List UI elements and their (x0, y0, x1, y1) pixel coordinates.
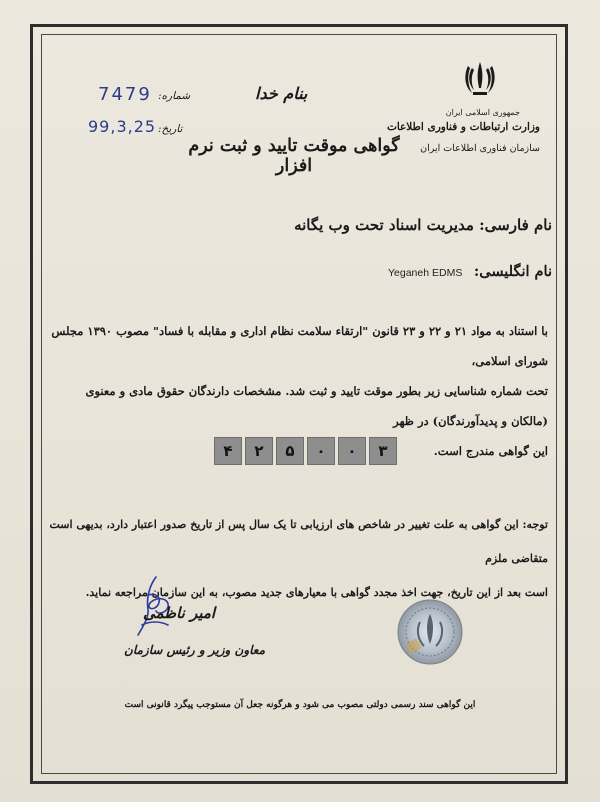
date-label: تاریخ: (158, 123, 183, 135)
english-name-value: Yeganeh EDMS (388, 267, 463, 279)
registration-code (214, 437, 397, 465)
note-line-2: است بعد از این تاریخ، جهت اخذ مجدد گواهی با معیارهای جدید مصوب، به این سازمان مراجعه نماید. (85, 586, 548, 599)
persian-name-line: نام فارسی: مدیریت اسناد تحت وب یگانه (294, 216, 552, 234)
code-digit: ۵ (276, 437, 304, 465)
body-line-1: با استناد به مواد ۲۱ و ۲۲ و ۲۳ قانون "ارتقاء سلامت نظام اداری و مقابله با فساد" مصوب ۱۳۹۰ مجلس شورای اسلامی، (51, 324, 548, 368)
certificate-title: گواهی موقت تایید و ثبت نرم افزار (188, 136, 400, 176)
date-value: 99,3,25 (88, 117, 157, 136)
footer-legal-note: این گواهی سند رسمی دولتی مصوب می شود و هرگونه جعل آن مستوجب پیگرد قانونی است (124, 700, 476, 710)
validity-note (38, 508, 548, 610)
english-name-label: نام انگلیسی: (473, 263, 552, 280)
body-line-2: تحت شماره شناسایی زیر بطور موقت تایید و ثبت شد. مشخصات دارندگان حقوق مادی و معنوی (مالکان و پدیدآورندگان) در ظهر (85, 384, 548, 428)
org-agency-name: سازمان فناوری اطلاعات ایران (420, 143, 540, 154)
hologram-seal-icon (396, 598, 464, 666)
signatory-name: امیر ناظمی (143, 604, 216, 622)
signatory-title: معاون وزیر و رئیس سازمان (124, 643, 265, 657)
bename-heading: بنام خدا (255, 84, 308, 103)
code-digit: ۳ (369, 437, 397, 465)
number-label: شماره: (158, 90, 191, 102)
note-line-1: توجه: این گواهی به علت تغییر در شاخص های ارزیابی تا یک سال پس از تاریخ صدور اعتبار دارد، بدیهی است متقاضی ملزم (49, 518, 548, 565)
code-digit: ۴ (214, 437, 242, 465)
code-digit: ۰ (338, 437, 366, 465)
code-digit: ۰ (307, 437, 335, 465)
number-value: 7479 (98, 84, 152, 105)
body-line-3: این گواهی مندرج است. (433, 444, 548, 458)
org-ministry-name: وزارت ارتباطات و فناوری اطلاعات (386, 121, 540, 133)
code-digit: ۲ (245, 437, 273, 465)
iran-emblem-icon (462, 58, 498, 98)
org-country-name: جمهوری اسلامی ایران (445, 108, 520, 117)
